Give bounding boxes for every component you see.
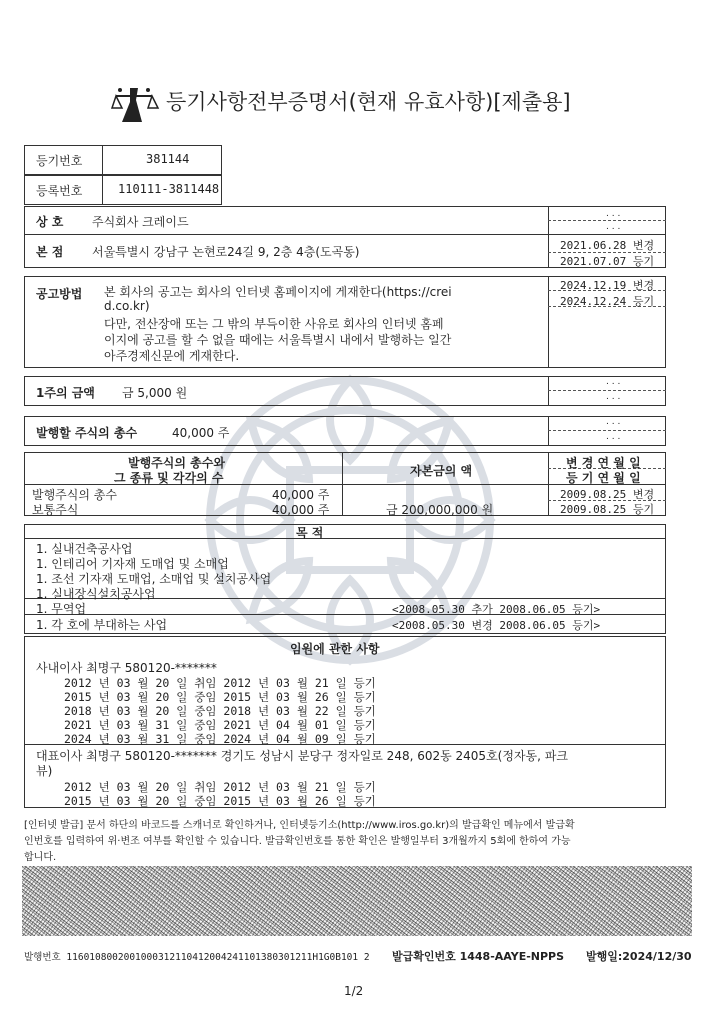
notice-change-date: 2024.12.19 변경 (560, 279, 655, 292)
par-value-value: 금 5,000 원 (122, 386, 188, 400)
notice-line: 본 회사의 공고는 회사의 인터넷 홈페이지에 게재한다(https://crei (104, 285, 452, 299)
capital-row-date: 2009.08.25 등기 (560, 503, 655, 516)
dot-mark: . . . (606, 392, 621, 402)
capital-header-col3-line2: 등 기 연 월 일 (566, 471, 641, 485)
capital-header-col3-line1: 변 경 연 월 일 (566, 456, 641, 470)
purpose-item: 1. 무역업 (36, 602, 87, 616)
notice-line: 다만, 전산장애 또는 그 밖의 부득이한 사유로 회사의 인터넷 홈페 (104, 317, 444, 331)
authorized-shares-value: 40,000 주 (172, 426, 230, 440)
par-value-label: 1주의 금액 (36, 386, 95, 400)
court-emblem-logo (108, 82, 160, 128)
document-title: 등기사항전부증명서(현재 유효사항)[제출용] (166, 90, 571, 114)
officer-history-row: 2021 년 03 월 31 일 중임 2021 년 04 월 01 일 등기 (64, 718, 376, 732)
capital-header-col1-line1: 발행주식의 총수와 (128, 456, 225, 470)
trade-name-value: 주식회사 크레이드 (92, 215, 189, 229)
footer-note: 인번호를 입력하여 위·변조 여부를 확인할 수 있습니다. 발급확인번호를 통한 확인은 발행일부터 3개월까지 5회에 한하여 가능 (24, 836, 571, 847)
purpose-label: 목 적 (296, 526, 324, 540)
issue-number: 발행번호 1160108002001000312110412004241101380301211H1G0B101 2 (24, 952, 370, 963)
notice-method-label: 공고방법 (36, 287, 83, 301)
notice-register-date: 2024.12.24 등기 (560, 295, 655, 308)
officer-history-row: 2015 년 03 월 20 일 중임 2015 년 03 월 26 일 등기 (64, 794, 376, 808)
capital-row-capital: 금 200,000,000 원 (386, 503, 494, 517)
registration-no-label: 등록번호 (36, 184, 83, 198)
authorized-shares-label: 발행할 주식의 총수 (36, 426, 138, 440)
purpose-item: 1. 조선 기자재 도매업, 소매업 및 설치공사업 (36, 572, 272, 586)
2d-barcode (22, 866, 692, 936)
dot-mark: . . . (606, 222, 621, 232)
officer-history-row: 2024 년 03 월 31 일 중임 2024 년 04 월 09 일 등기 (64, 732, 376, 746)
purpose-item: 1. 각 호에 부대하는 사업 (36, 618, 168, 632)
par-value-box (24, 376, 666, 406)
notice-line: 아주경제신문에 게재한다. (104, 349, 240, 363)
officer-header: 사내이사 최명구 580120-******* (36, 661, 217, 675)
notice-line: 이지에 공고를 할 수 없을 때에는 서울특별시 내에서 발행하는 일간 (104, 333, 452, 347)
page-number: 1/2 (344, 984, 364, 998)
officer-history-row: 2015 년 03 월 20 일 중임 2015 년 03 월 26 일 등기 (64, 690, 376, 704)
purpose-item-note: <2008.05.30 추가 2008.06.05 등기> (392, 603, 601, 616)
reg-no-label: 등기번호 (36, 154, 83, 168)
dot-mark: . . . (606, 417, 621, 427)
officer-history-row: 2018 년 03 월 20 일 중임 2018 년 03 월 22 일 등기 (64, 704, 376, 718)
officers-label: 임원에 관한 사항 (290, 642, 380, 656)
capital-row-value: 40,000 주 (272, 488, 330, 502)
notice-line: d.co.kr) (104, 299, 150, 313)
footer-note: 합니다. (24, 852, 57, 863)
capital-row-label: 보통주식 (32, 503, 79, 517)
capital-row-value: 40,000 주 (272, 503, 330, 517)
capital-row-label: 발행주식의 총수 (32, 488, 117, 502)
purpose-item: 1. 실내건축공사업 (36, 542, 133, 556)
purpose-item-note: <2008.05.30 변경 2008.06.05 등기> (392, 619, 601, 632)
officer-header-continued: 뷰) (36, 764, 53, 778)
capital-row-date: 2009.08.25 변경 (560, 488, 655, 501)
officer-header: 대표이사 최명구 580120-******* 경기도 성남시 분당구 정자일로 248, 602동 2405호(정자동, 파크 (36, 749, 568, 763)
officer-history-row: 2012 년 03 월 20 일 취임 2012 년 03 월 21 일 등기 (64, 676, 376, 690)
head-office-label: 본 점 (36, 245, 64, 259)
dot-mark: . . . (606, 377, 621, 387)
issue-date: 발행일:2024/12/30 (586, 950, 692, 963)
purpose-item: 1. 인테리어 기자재 도매업 및 소매업 (36, 557, 229, 571)
reg-no-value: 381144 (146, 152, 190, 166)
capital-header-col2: 자본금의 액 (410, 464, 473, 478)
head-office-change-date: 2021.06.28 변경 (560, 239, 655, 252)
capital-header-col1-line2: 그 종류 및 각각의 수 (114, 471, 224, 485)
dot-mark: . . . (606, 209, 621, 219)
trade-name-label: 상 호 (36, 215, 64, 229)
head-office-register-date: 2021.07.07 등기 (560, 255, 655, 268)
footer-note: [인터넷 발급] 문서 하단의 바코드를 스캐너로 확인하거나, 인터넷등기소(http://www.iros.go.kr)의 발급확인 메뉴에서 발급확 (24, 820, 575, 831)
purpose-item: 1. 실내장식설치공사업 (36, 587, 156, 601)
dot-mark: . . . (606, 432, 621, 442)
registration-no-value: 110111-3811448 (118, 182, 220, 196)
head-office-value: 서울특별시 강남구 논현로24길 9, 2층 4층(도곡동) (92, 245, 360, 259)
verify-number: 발급확인번호 1448-AAYE-NPPS (392, 950, 565, 963)
officer-history-row: 2012 년 03 월 20 일 취임 2012 년 03 월 21 일 등기 (64, 780, 376, 794)
